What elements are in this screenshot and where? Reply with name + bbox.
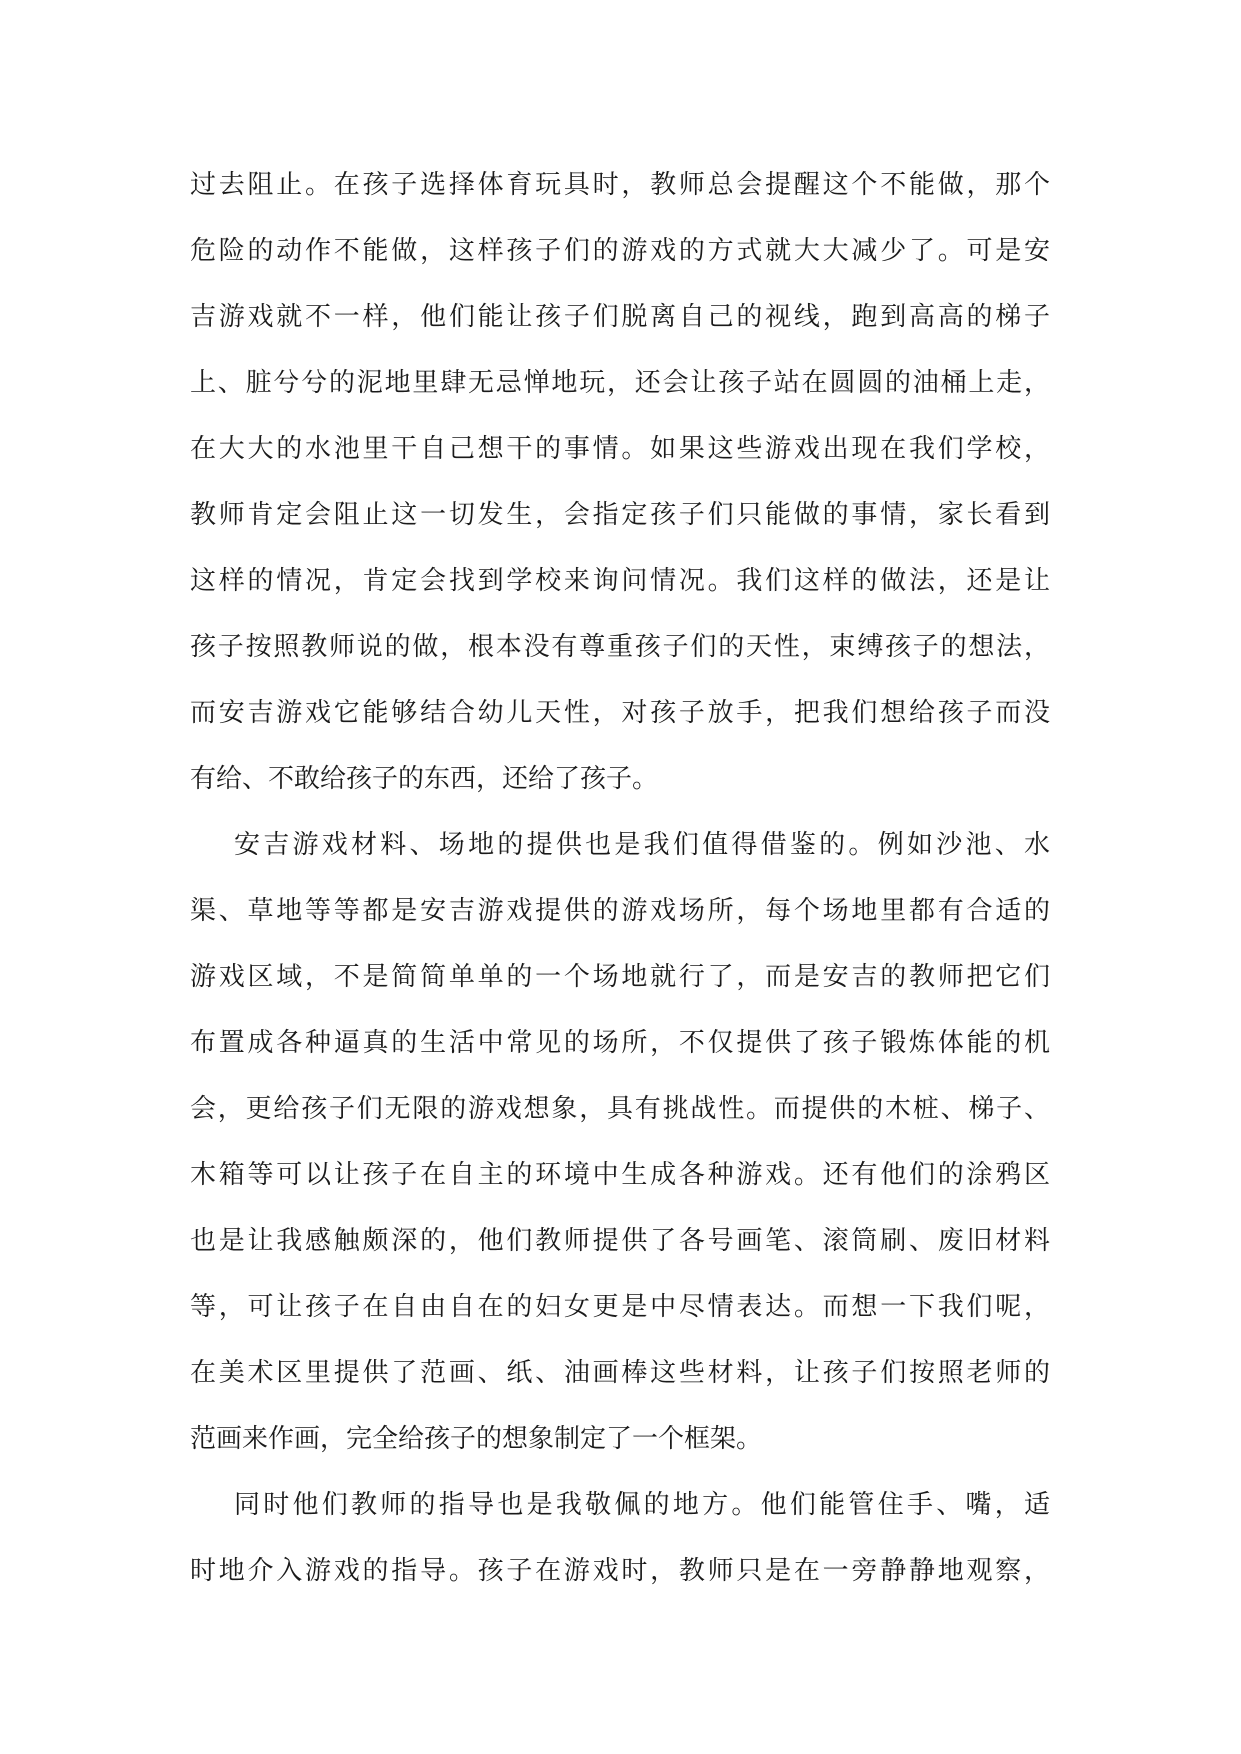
text-line: 布置成各种逼真的生活中常见的场所，不仅提供了孩子锻炼体能的机 (190, 1028, 1050, 1058)
text-line: 过去阻止。在孩子选择体育玩具时，教师总会提醒这个不能做，那个 (190, 170, 1050, 200)
text-line: 孩子按照教师说的做，根本没有尊重孩子们的天性，束缚孩子的想法， (190, 632, 1050, 662)
text-line: 时地介入游戏的指导。孩子在游戏时，教师只是在一旁静静地观察， (190, 1556, 1050, 1586)
text-line: 有给、不敢给孩子的东西，还给了孩子。 (190, 764, 659, 794)
document-page (190, 152, 1050, 1604)
paragraph-1 (190, 152, 1050, 812)
paragraph-3 (190, 1472, 1050, 1604)
text-line: 也是让我感触颇深的，他们教师提供了各号画笔、滚筒刷、废旧材料 (190, 1226, 1050, 1256)
text-line: 游戏区域，不是简简单单的一个场地就行了，而是安吉的教师把它们 (190, 962, 1050, 992)
text-line: 教师肯定会阻止这一切发生，会指定孩子们只能做的事情，家长看到 (190, 500, 1050, 530)
text-line: 等，可让孩子在自由自在的妇女更是中尽情表达。而想一下我们呢， (190, 1292, 1050, 1322)
text-line: 危险的动作不能做，这样孩子们的游戏的方式就大大减少了。可是安 (190, 236, 1050, 266)
text-line: 上、脏兮兮的泥地里肆无忌惮地玩，还会让孩子站在圆圆的油桶上走， (190, 368, 1050, 398)
text-line: 这样的情况，肯定会找到学校来询问情况。我们这样的做法，还是让 (190, 566, 1050, 596)
text-line: 范画来作画，完全给孩子的想象制定了一个框架。 (190, 1424, 763, 1454)
text-line: 在大大的水池里干自己想干的事情。如果这些游戏出现在我们学校， (190, 434, 1050, 464)
text-line: 同时他们教师的指导也是我敬佩的地方。他们能管住手、嘴，适 (234, 1490, 1050, 1520)
paragraph-2 (190, 812, 1050, 1472)
text-line: 渠、草地等等都是安吉游戏提供的游戏场所，每个场地里都有合适的 (190, 896, 1050, 926)
text-line: 会，更给孩子们无限的游戏想象，具有挑战性。而提供的木桩、梯子、 (190, 1094, 1050, 1124)
text-line: 木箱等可以让孩子在自主的环境中生成各种游戏。还有他们的涂鸦区 (190, 1160, 1050, 1190)
text-line: 在美术区里提供了范画、纸、油画棒这些材料，让孩子们按照老师的 (190, 1358, 1050, 1388)
text-line: 而安吉游戏它能够结合幼儿天性，对孩子放手，把我们想给孩子而没 (190, 698, 1050, 728)
text-line: 安吉游戏材料、场地的提供也是我们值得借鉴的。例如沙池、水 (234, 830, 1050, 860)
text-line: 吉游戏就不一样，他们能让孩子们脱离自己的视线，跑到高高的梯子 (190, 302, 1050, 332)
